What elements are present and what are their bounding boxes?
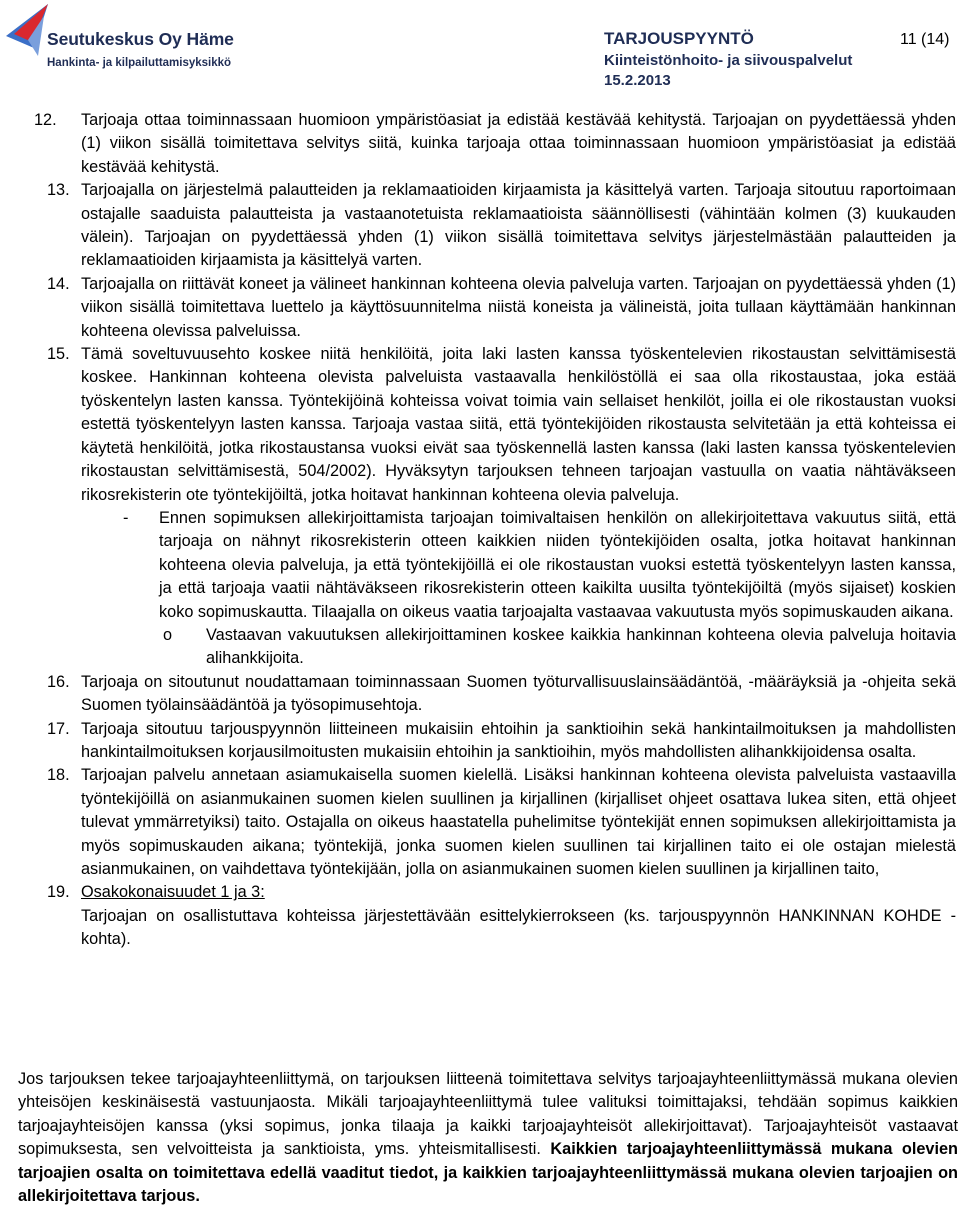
- item-text: Tarjoajan on osallistuttava kohteissa järjestettävään esittelykierrokseen (ks. tarjouspyynnön HANKINNAN KOHDE -kohta).: [81, 906, 956, 949]
- list-item-15-dash: [0, 507, 960, 624]
- list-item-12: [0, 109, 960, 179]
- consortium-paragraph: [18, 1068, 958, 1208]
- document-title: TARJOUSPYYNTÖ: [604, 29, 754, 48]
- page-number: 11 (14): [900, 31, 950, 48]
- document-subtitle: Kiinteistönhoito- ja siivouspalvelut: [604, 52, 853, 69]
- page-header: [0, 0, 960, 100]
- item-text: Tämä soveltuvuusehto koskee niitä henkilöitä, joita laki lasten kanssa työskentelevien rikostaustan selvittämisestä koskee. Hankinnan kohteena olevista palveluista vastaavalla henkilöstöllä ei saa olla rikostaustaa, joka estää työskentelyn lasten kanssa. Työntekijöinä kohteissa voivat toimia vain sellaiset henkilöt, joilla ei ole rikostaustan vuoksi estettä työskentelyyn lasten kanssa. Tarjoaja vastaa siitä, että työntekijöiden rikostausta selvitetään ja että kohteissa ei käytetä henkilöitä, jotka rikostaustansa vuoksi eivät saa työskennellä lasten kanssa (laki lasten kanssa työskentelevien rikostaustan selvittämisestä, 504/2002). Hyväksytyn tarjouksen tehneen tarjoajan vastuulla on vaatia nähtäväkseen rikosrekisterin ote työntekijöiltä, jotka hoitavat hankinnan kohteena olevia palveluja.: [81, 345, 956, 504]
- list-item-14: [0, 273, 960, 343]
- list-item-17: [0, 718, 960, 765]
- item-number: 17.: [47, 719, 70, 738]
- requirements-list: [0, 109, 960, 952]
- item-text: Tarjoaja on sitoutunut noudattamaan toiminnassaan Suomen työturvallisuuslainsäädäntöä, -määräyksiä ja -ohjeita sekä Suomen työlainsäädäntöä ja työsopimusehtoja.: [81, 672, 956, 715]
- item-number: 14.: [47, 274, 70, 293]
- item-number: 15.: [47, 345, 70, 364]
- list-item-15-sub: [0, 624, 960, 671]
- dash-bullet: -: [123, 508, 129, 527]
- item-heading: Osakokonaisuudet 1 ja 3:: [81, 883, 265, 902]
- item-number: 12.: [34, 111, 57, 129]
- list-item-18: [0, 764, 960, 881]
- document-date: 15.2.2013: [604, 72, 671, 89]
- item-number: 18.: [47, 766, 70, 785]
- item-number: 19.: [47, 883, 70, 902]
- item-number: 13.: [47, 181, 70, 200]
- item-text: Tarjoajalla on riittävät koneet ja välineet hankinnan kohteena olevia palveluja varten. Tarjoajan on pyydettäessä yhden (1) viikon sisällä toimitettava luettelo ja käyttösuunnitelma niistä koneista ja välineistä, joita tullaan käyttämään hankinnan kohteena olevissa palveluissa.: [81, 274, 956, 340]
- item-text: Ennen sopimuksen allekirjoittamista tarjoajan toimivaltaisen henkilön on allekirjoitettava vakuutus siitä, että tarjoaja on nähnyt rikosrekisterin otteen kaikkien niiden työntekijöiden osalta, jotka hoitavat hankinnan kohteena olevia palveluja, ja että työntekijöillä ei ole rikostaustan vuoksi estettä työskentelyyn lasten kanssa, ja että tarjoaja vaatii nähtäväkseen rikosrekisterin otteen kaikilta uusilta työntekijöiltä (myös sijaiset) koskien koko sopimuskautta. Tilaajalla on oikeus vaatia tarjoajalta vastaavaa vakuutusta myös sopimuskauden aikana.: [159, 508, 956, 621]
- paragraph-bold-text: Kaikkien tarjoajayhteenliittymässä mukana olevien tarjoajien osalta on toimitettava edellä vaaditut tiedot, ja kaikkien tarjoajayhteenliittymässä mukana olevien tarjoajien on allekirjoitettava tarjous.: [18, 1140, 958, 1206]
- item-text: Tarjoaja ottaa toiminnassaan huomioon ympäristöasiat ja edistää kestävää kehitystä. Tarjoajan on pyydettäessä yhden (1) viikon sisällä toimitettava selvitys siitä, kuinka tarjoaja ottaa toiminnassaan huomioon ympäristöasiat ja edistää kestävää kehitystä.: [81, 111, 956, 176]
- list-item-16: [0, 671, 960, 718]
- item-number: 16.: [47, 672, 70, 691]
- organization-unit: Hankinta- ja kilpailuttamisyksikkö: [47, 57, 232, 69]
- item-text: Vastaavan vakuutuksen allekirjoittaminen koskee kaikkia hankinnan kohteena olevia palveluja hoitavia alihankkijoita.: [206, 625, 956, 668]
- circle-bullet: o: [163, 625, 173, 644]
- list-item-13: [0, 179, 960, 273]
- list-item-15: [0, 343, 960, 507]
- paragraph-text: Jos tarjouksen tekee tarjoajayhteenliittymä, on tarjouksen liitteenä toimitettava selvitys tarjoajayhteenliittymässä mukana olevien yhteisöjen keskinäisestä vastuunjaosta. Mikäli tarjoajayhteenliittymä tulee valituksi toimittajaksi, tehdään sopimus kaikkien tarjoajayhteisöjen kanssa (yksi sopimus, jonka tilaaja ja kaikki tarjoajayhteisöt allekirjoittavat). Tarjoajayhteisöt vastaavat sopimuksesta, sen velvoitteista ja sanktioista, yms. yhteismitallisesti.: [18, 1070, 958, 1159]
- organization-logo-icon: [4, 2, 50, 60]
- organization-name: Seutukeskus Oy Häme: [47, 29, 234, 49]
- item-text: Tarjoajan palvelu annetaan asiamukaisella suomen kielellä. Lisäksi hankinnan kohteena olevista palveluista vastaavilla työntekijöillä on asianmukainen suomen kielen suullinen ja kirjallinen (kirjalliset ohjeet osattava lukea siten, että ohjeet tulevat ymmärretyiksi) taito. Ostajalla on oikeus haastatella puhelimitse työntekijät ennen sopimuksen allekirjoittamista ja myös sopimuskauden aikana; työntekijä, jonka suomen kielen suullinen tai kirjallinen taito ei ole ostajan mielestä asianmukainen, on vaihdettava työntekijään, jolla on asianmukainen suomen kielen suullinen ja kirjallinen taito,: [81, 766, 956, 878]
- item-text: Tarjoajalla on järjestelmä palautteiden ja reklamaatioiden kirjaamista ja käsittelyä varten. Tarjoaja sitoutuu raportoimaan ostajalle saaduista palautteista ja vastaanotetuista reklamaatioista säännöllisesti (vähintään kolmen (3) kuukauden välein). Tarjoajan on pyydettäessä yhden (1) viikon sisällä toimitettava selvitys järjestelmästään palautteiden ja reklamaatioiden kirjaamista ja käsittelyä varten.: [81, 181, 956, 270]
- item-text: Tarjoaja sitoutuu tarjouspyynnön liitteineen mukaisiin ehtoihin ja sanktioihin sekä hankintailmoituksen ja mahdollisten hankintailmoituksen korjausilmoitusten mukaisiin ehtoihin ja sanktioihin, myös mahdollisten alihankkijoidensa osalta.: [81, 719, 956, 761]
- list-item-19: [0, 881, 960, 951]
